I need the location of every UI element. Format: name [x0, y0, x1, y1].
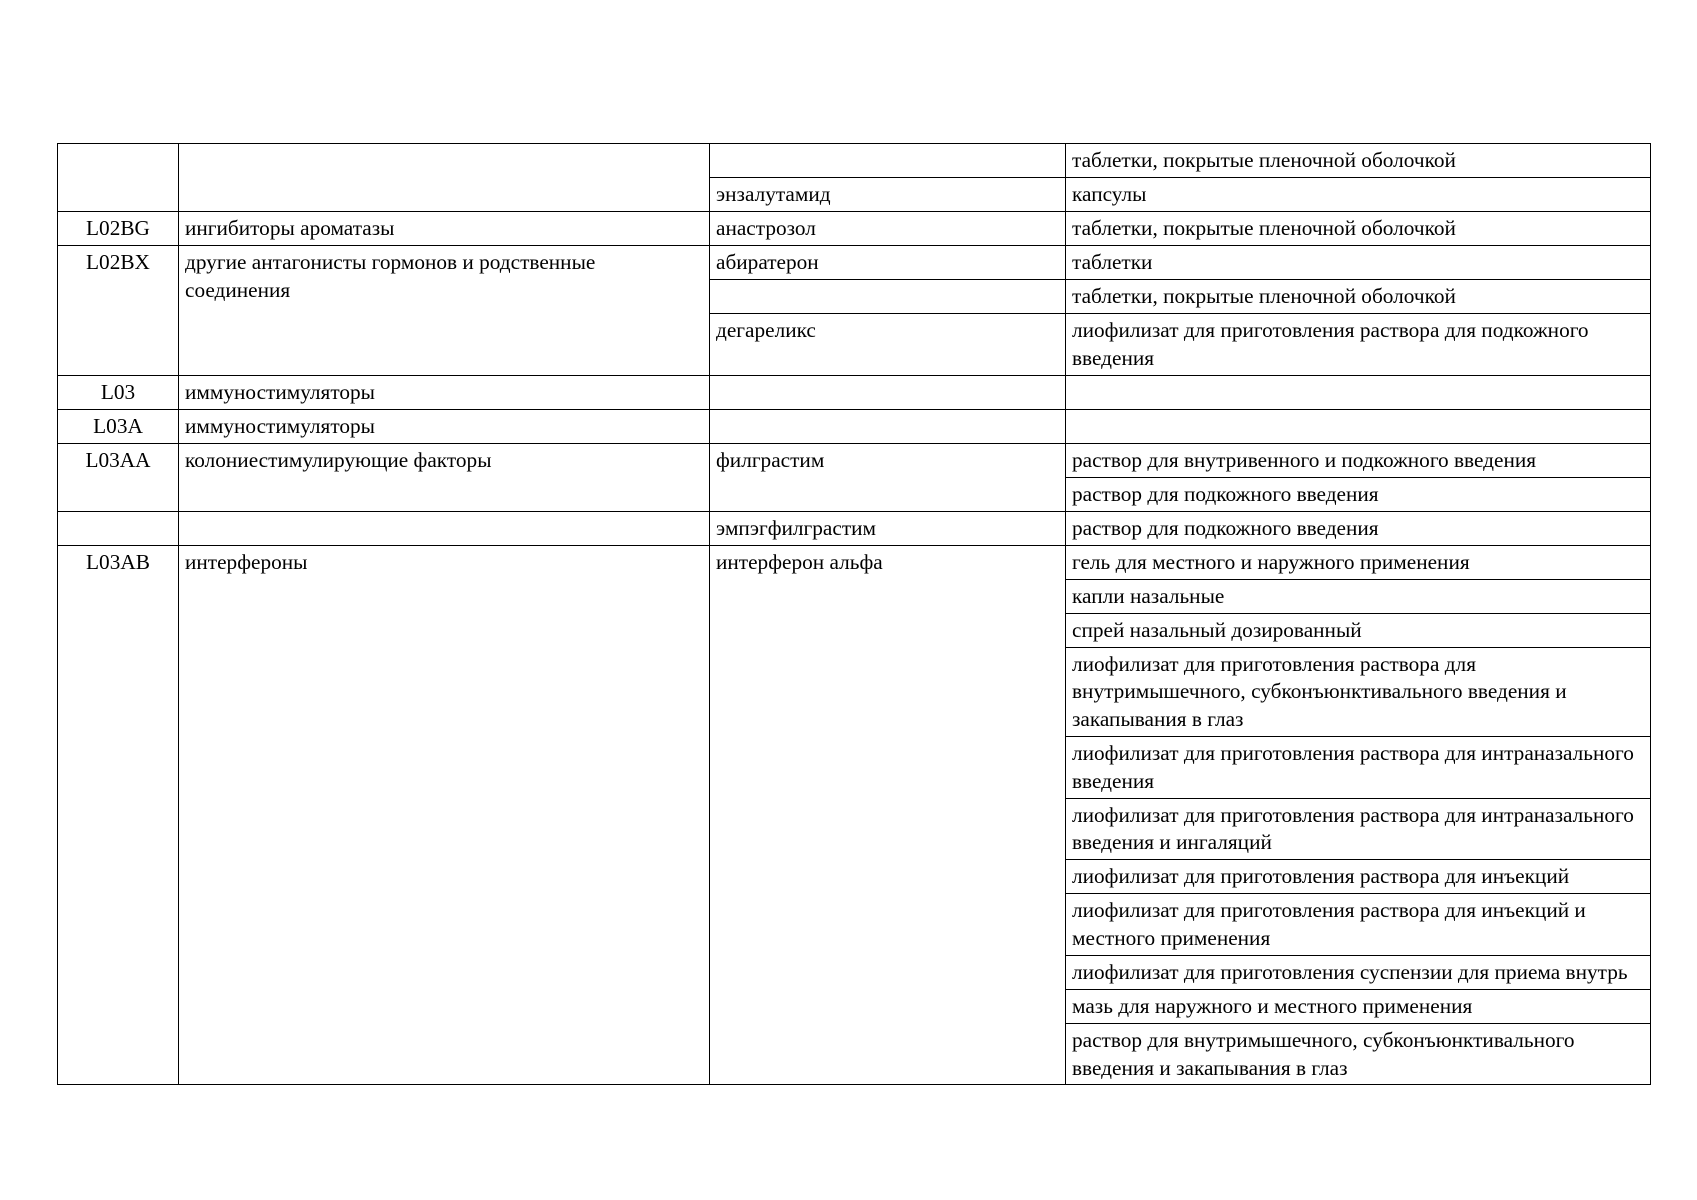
group-name-cell: иммуностимуляторы	[179, 409, 710, 443]
dosage-form-cell: лиофилизат для приготовления раствора для интраназального введения	[1066, 736, 1651, 798]
table-row	[58, 511, 1651, 545]
dosage-form-cell: таблетки, покрытые пленочной оболочкой	[1066, 212, 1651, 246]
group-name-cell: ингибиторы ароматазы	[179, 212, 710, 246]
dosage-form-cell: лиофилизат для приготовления раствора для подкожного введения	[1066, 314, 1651, 376]
table-row	[58, 545, 1651, 579]
table-row	[58, 246, 1651, 280]
drug-name-cell: эмпэгфилграстим	[710, 511, 1066, 545]
dosage-form-cell: лиофилизат для приготовления раствора для инъекций и местного применения	[1066, 894, 1651, 956]
group-name-cell: другие антагонисты гормонов и родственные соединения	[179, 246, 710, 376]
group-name-cell: колониестимулирующие факторы	[179, 443, 710, 511]
atc-code-cell	[58, 144, 179, 212]
table-row	[58, 144, 1651, 178]
dosage-form-cell: лиофилизат для приготовления раствора для инъекций	[1066, 860, 1651, 894]
dosage-form-cell: лиофилизат для приготовления раствора для внутримышечного, субконъюнктивального введения и закапывания в глаз	[1066, 647, 1651, 736]
atc-code-cell: L02BG	[58, 212, 179, 246]
atc-code-cell: L03AB	[58, 545, 179, 1085]
dosage-form-cell: спрей назальный дозированный	[1066, 613, 1651, 647]
drug-name-cell: интерферон альфа	[710, 545, 1066, 1085]
group-name-cell	[179, 511, 710, 545]
dosage-form-cell: мазь для наружного и местного применения	[1066, 989, 1651, 1023]
dosage-form-cell	[1066, 375, 1651, 409]
dosage-form-cell	[1066, 409, 1651, 443]
group-name-cell: иммуностимуляторы	[179, 375, 710, 409]
table-row	[58, 212, 1651, 246]
dosage-form-cell: таблетки, покрытые пленочной оболочкой	[1066, 280, 1651, 314]
group-name-cell	[179, 144, 710, 212]
atc-code-cell	[58, 511, 179, 545]
dosage-form-cell: гель для местного и наружного применения	[1066, 545, 1651, 579]
drug-name-cell: анастрозол	[710, 212, 1066, 246]
table-row	[58, 375, 1651, 409]
table-row	[58, 409, 1651, 443]
dosage-form-cell: раствор для подкожного введения	[1066, 511, 1651, 545]
dosage-form-cell: капли назальные	[1066, 579, 1651, 613]
drug-name-cell	[710, 280, 1066, 314]
dosage-form-cell: капсулы	[1066, 178, 1651, 212]
drug-name-cell	[710, 144, 1066, 178]
drug-name-cell	[710, 409, 1066, 443]
table-row	[58, 443, 1651, 477]
atc-code-cell: L03AA	[58, 443, 179, 511]
dosage-form-cell: таблетки, покрытые пленочной оболочкой	[1066, 144, 1651, 178]
dosage-form-cell: таблетки	[1066, 246, 1651, 280]
dosage-form-cell: лиофилизат для приготовления раствора для интраназального введения и ингаляций	[1066, 798, 1651, 860]
dosage-form-cell: раствор для внутривенного и подкожного введения	[1066, 443, 1651, 477]
dosage-form-cell: лиофилизат для приготовления суспензии для приема внутрь	[1066, 955, 1651, 989]
dosage-form-cell: раствор для подкожного введения	[1066, 477, 1651, 511]
drug-name-cell: абиратерон	[710, 246, 1066, 280]
drug-table	[57, 143, 1651, 1085]
atc-code-cell: L02BX	[58, 246, 179, 376]
atc-code-cell: L03A	[58, 409, 179, 443]
drug-name-cell	[710, 375, 1066, 409]
dosage-form-cell: раствор для внутримышечного, субконъюнктивального введения и закапывания в глаз	[1066, 1023, 1651, 1085]
atc-code-cell: L03	[58, 375, 179, 409]
drug-name-cell: энзалутамид	[710, 178, 1066, 212]
group-name-cell: интерфероны	[179, 545, 710, 1085]
drug-name-cell: филграстим	[710, 443, 1066, 511]
drug-name-cell: дегареликс	[710, 314, 1066, 376]
